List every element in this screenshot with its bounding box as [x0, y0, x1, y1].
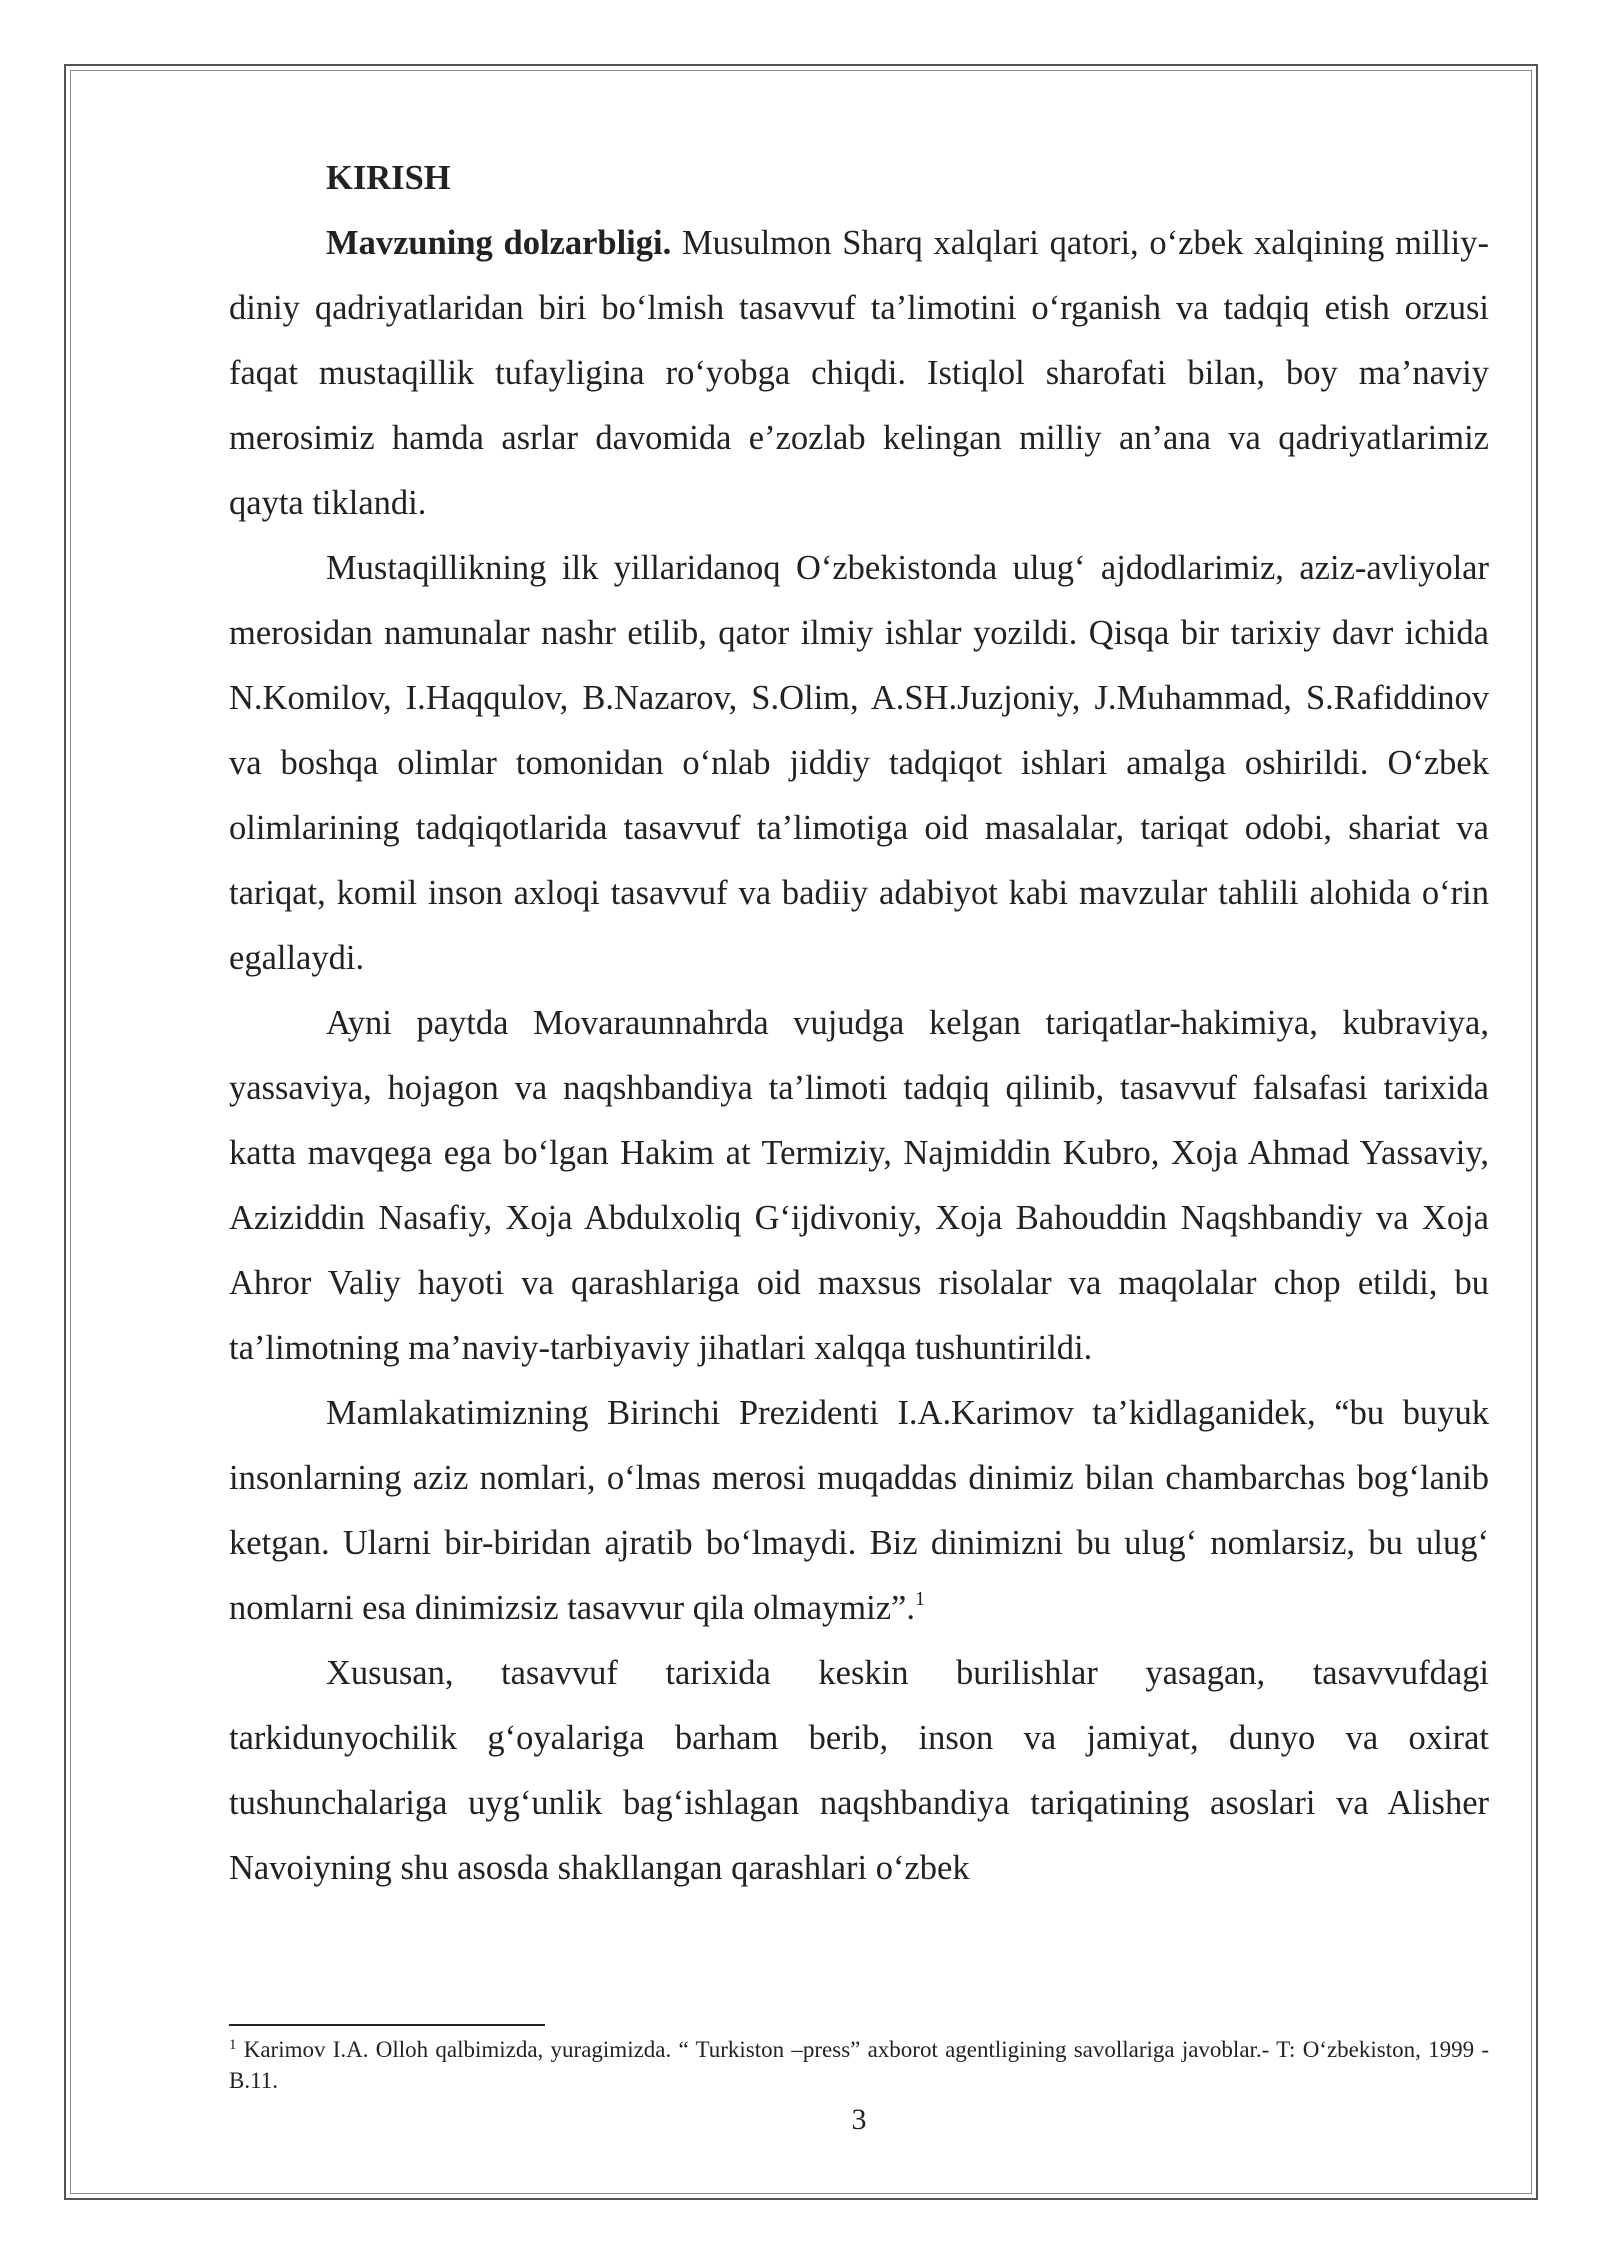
footnote-text: Karimov I.A. Olloh qalbimizda, yuragimizda. “ Turkiston –press” axborot agentligining savollariga javoblar.- T: O‘zbekiston, 1999 -B.11.: [229, 2037, 1489, 2093]
footnote-reference: 1: [914, 1588, 925, 1610]
section-heading: KIRISH: [326, 159, 451, 197]
paragraph-text: Mamlakatimizning Birinchi Prezidenti I.A.Karimov ta’kidlaganidek, “bu buyuk insonlarning aziz nomlari, o‘lmas merosi muqaddas dinimiz bilan chambarchas bog‘lanib ketgan. Ularni bir-biridan ajratib bo‘lmaydi. Biz dinimizni bu ulug‘ nomlarsiz, bu ulug‘ nomlarni esa dinimizsiz tasavvur qila olmaymiz”.: [229, 1394, 1489, 1627]
paragraph-lead: Mavzuning dolzarbligi.: [326, 224, 672, 262]
footnote-marker: 1: [229, 2037, 237, 2053]
footnote: [229, 2034, 1489, 2096]
page-body: [229, 146, 1489, 1901]
paragraph-naqshbandiya: Xususan, tasavvuf tarixida keskin burilishlar yasagan, tasavvufdagi tarkidunyochilik g‘oyalariga barham berib, inson va jamiyat, dunyo va oxirat tushunchalariga uyg‘unlik bag‘ishlagan naqshbandiya tariqatining asoslari va Alisher Navoiyning shu asosda shakllangan qarashlari o‘zbek: [229, 1654, 1489, 1887]
paragraph-relevance: [229, 211, 1489, 536]
paragraph-tariqas: Ayni paytda Movaraunnahrda vujudga kelgan tariqatlar-hakimiya, kubraviya, yassaviya, hojagon va naqshbandiya ta’limoti tadqiq qilinib, tasavvuf falsafasi tarixida katta mavqega ega bo‘lgan Hakim at Termiziy, Najmiddin Kubro, Xoja Ahmad Yassaviy, Aziziddin Nasafiy, Xoja Abdulxoliq G‘ijdivoniy, Xoja Bahouddin Naqshbandiy va Xoja Ahror Valiy hayoti va qarashlariga oid maxsus risolalar va maqolalar chop etildi, bu ta’limotning ma’naviy-tarbiyaviy jihatlari xalqqa tushuntirildi.: [229, 1004, 1489, 1367]
paragraph-text: Musulmon Sharq xalqlari qatori, o‘zbek xalqining milliy-diniy qadriyatlaridan biri bo‘lmish tasavvuf ta’limotini o‘rganish va tadqiq etish orzusi faqat mustaqillik tufayligina ro‘yobga chiqdi. Istiqlol sharofati bilan, boy ma’naviy merosimiz hamda asrlar davomida e’zozlab kelingan milliy an’ana va qadriyatlarimiz qayta tiklandi.: [229, 224, 1489, 522]
paragraph-quote: [229, 1381, 1489, 1641]
footnote-separator: [229, 2024, 545, 2026]
page-number: 3: [851, 2103, 867, 2136]
paragraph-independence: Mustaqillikning ilk yillaridanoq O‘zbekistonda ulug‘ ajdodlarimiz, aziz-avliyolar merosidan namunalar nashr etilib, qator ilmiy ishlar yozildi. Qisqa bir tarixiy davr ichida N.Komilov, I.Haqqulov, B.Nazarov, S.Olim, A.SH.Juzjoniy, J.Muhammad, S.Rafiddinov va boshqa olimlar tomonidan o‘nlab jiddiy tadqiqot ishlari amalga oshirildi. O‘zbek olimlarining tadqiqotlarida tasavvuf ta’limotiga oid masalalar, tariqat odobi, shariat va tariqat, komil inson axloqi tasavvuf va badiiy adabiyot kabi mavzular tahlili alohida o‘rin egallaydi.: [229, 549, 1489, 977]
